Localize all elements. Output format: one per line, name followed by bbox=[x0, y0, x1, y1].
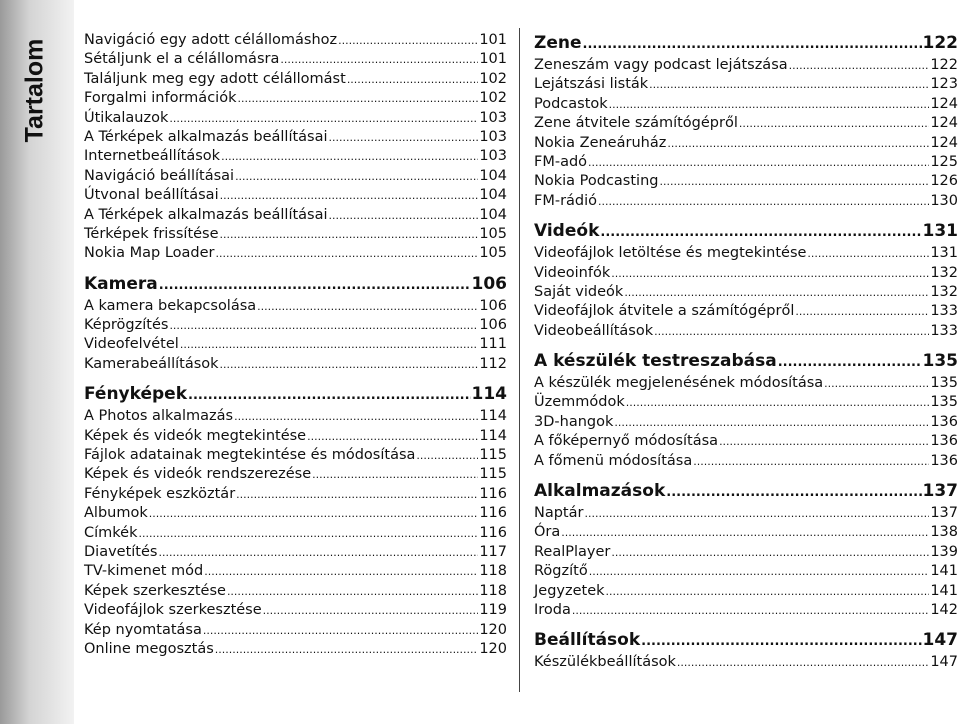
dot-leader bbox=[234, 407, 478, 426]
dot-leader bbox=[611, 543, 929, 562]
page-number: 135 bbox=[922, 351, 958, 372]
dot-leader bbox=[824, 374, 929, 393]
toc-entry bbox=[84, 355, 507, 374]
dot-leader bbox=[237, 89, 478, 108]
page-number: 131 bbox=[930, 245, 958, 262]
toc-section-heading bbox=[84, 382, 507, 406]
dot-leader bbox=[329, 128, 479, 147]
entry-title: A főmenü módosítása bbox=[534, 452, 693, 469]
toc-entry bbox=[84, 128, 507, 147]
entry-title: Online megosztás bbox=[84, 640, 214, 657]
toc-entry bbox=[84, 504, 507, 523]
entry-title: Videofájlok letöltése és megtekintése bbox=[534, 245, 807, 262]
entry-title: A Photos alkalmazás bbox=[84, 408, 234, 425]
toc-entry bbox=[534, 374, 958, 393]
page-number: 117 bbox=[479, 543, 507, 560]
section-title: Fényképek bbox=[84, 384, 188, 405]
entry-title: Óra bbox=[534, 524, 561, 541]
entry-title: Podcastok bbox=[534, 95, 608, 112]
dot-leader bbox=[654, 322, 929, 341]
page-number: 142 bbox=[930, 601, 958, 618]
dot-leader bbox=[216, 244, 479, 263]
entry-title: A főképernyő módosítása bbox=[534, 433, 719, 450]
entry-title: A készülék megjelenésének módosítása bbox=[534, 375, 824, 392]
entry-title: Naptár bbox=[534, 505, 584, 522]
dot-leader bbox=[611, 264, 929, 283]
toc-entry bbox=[84, 562, 507, 581]
toc-entry bbox=[84, 31, 507, 50]
entry-title: Videofájlok szerkesztése bbox=[84, 602, 262, 619]
toc-entry bbox=[534, 582, 958, 601]
entry-title: 3D-hangok bbox=[534, 413, 614, 430]
page-number: 114 bbox=[471, 384, 507, 405]
dot-leader bbox=[572, 601, 929, 620]
entry-title: Kép nyomtatása bbox=[84, 621, 202, 638]
page-number: 136 bbox=[930, 452, 958, 469]
toc-entry bbox=[84, 316, 507, 335]
entry-title: Fényképek eszköztár bbox=[84, 485, 236, 502]
toc-section-heading bbox=[534, 479, 958, 503]
page-number: 114 bbox=[479, 408, 507, 425]
dot-leader bbox=[693, 452, 929, 471]
page-number: 104 bbox=[479, 187, 507, 204]
dot-leader bbox=[659, 172, 929, 191]
page-number: 136 bbox=[930, 433, 958, 450]
page-number: 137 bbox=[922, 481, 958, 502]
entry-title: Zeneszám vagy podcast lejátszása bbox=[534, 57, 788, 73]
page-number: 101 bbox=[479, 51, 507, 68]
entry-title: Találjunk meg egy adott célállomást bbox=[84, 70, 346, 87]
page-number: 133 bbox=[930, 303, 958, 320]
toc-entry bbox=[84, 206, 507, 225]
dot-leader bbox=[795, 302, 929, 321]
entry-title: Útikalauzok bbox=[84, 109, 169, 126]
dot-leader bbox=[789, 56, 930, 75]
dot-leader bbox=[598, 192, 929, 211]
toc-section-heading bbox=[534, 628, 958, 652]
toc-entry bbox=[84, 147, 507, 166]
dot-leader bbox=[624, 283, 929, 302]
toc-entry bbox=[534, 562, 958, 581]
page-number: 122 bbox=[930, 57, 958, 73]
page-number: 101 bbox=[479, 32, 507, 48]
entry-title: Diavetítés bbox=[84, 543, 158, 560]
page-number: 141 bbox=[930, 582, 958, 599]
toc-entry bbox=[534, 264, 958, 283]
dot-leader bbox=[227, 582, 478, 601]
dot-leader bbox=[600, 221, 921, 245]
page-number: 132 bbox=[930, 283, 958, 300]
toc-entry bbox=[84, 543, 507, 562]
dot-leader bbox=[666, 481, 921, 505]
entry-title: Képek és videók rendszerezése bbox=[84, 466, 312, 483]
toc-entry bbox=[534, 56, 958, 75]
dot-leader bbox=[280, 50, 478, 69]
entry-title: A kamera bekapcsolása bbox=[84, 297, 257, 314]
toc-section-heading bbox=[534, 349, 958, 373]
dot-leader bbox=[609, 95, 930, 114]
toc-entry bbox=[534, 192, 958, 211]
entry-title: Videoinfók bbox=[534, 264, 611, 281]
toc-entry bbox=[534, 302, 958, 321]
dot-leader bbox=[149, 504, 479, 523]
page-number: 135 bbox=[930, 394, 958, 411]
entry-title: Címkék bbox=[84, 524, 138, 541]
toc-left-column bbox=[84, 31, 507, 659]
entry-title: Nokia Zeneáruház bbox=[534, 134, 667, 151]
toc-entry bbox=[534, 393, 958, 412]
dot-leader bbox=[236, 485, 478, 504]
page-number: 103 bbox=[479, 128, 507, 145]
dot-leader bbox=[778, 351, 922, 375]
page-number: 118 bbox=[479, 582, 507, 599]
page-number: 106 bbox=[479, 297, 507, 314]
page-number: 106 bbox=[479, 317, 507, 334]
page-number: 124 bbox=[930, 134, 958, 151]
dot-leader bbox=[584, 504, 929, 523]
entry-title: Útvonal beállításai bbox=[84, 187, 219, 204]
entry-title: Navigáció beállításai bbox=[84, 167, 235, 184]
entry-title: Kamerabeállítások bbox=[84, 355, 219, 372]
section-title: A készülék testreszabása bbox=[534, 351, 777, 372]
entry-title: Fájlok adatainak megtekintése és módosítása bbox=[84, 447, 416, 464]
page-number: 106 bbox=[471, 273, 507, 294]
page-number: 138 bbox=[930, 524, 958, 541]
entry-title: Készülékbeállítások bbox=[534, 654, 676, 671]
toc-entry bbox=[534, 653, 958, 672]
dot-leader bbox=[649, 75, 929, 94]
dot-leader bbox=[159, 274, 471, 298]
dot-leader bbox=[215, 640, 479, 659]
page-number: 147 bbox=[922, 630, 958, 651]
toc-entry bbox=[534, 95, 958, 114]
entry-title: Nokia Podcasting bbox=[534, 173, 659, 190]
side-title-text: Tartalom bbox=[20, 38, 49, 142]
toc-entry bbox=[84, 621, 507, 640]
dot-leader bbox=[583, 33, 922, 57]
dot-leader bbox=[220, 225, 479, 244]
page-number: 133 bbox=[930, 322, 958, 339]
dot-leader bbox=[807, 244, 929, 263]
toc-entry bbox=[534, 413, 958, 432]
entry-title: Videobeállítások bbox=[534, 322, 654, 339]
toc-entry bbox=[534, 134, 958, 153]
entry-title: Videofájlok átvitele a számítógépről bbox=[534, 303, 795, 320]
toc-entry bbox=[534, 322, 958, 341]
dot-leader bbox=[169, 109, 478, 128]
toc-entry bbox=[534, 172, 958, 191]
page-number: 111 bbox=[479, 336, 507, 353]
page-number: 105 bbox=[479, 245, 507, 262]
section-title: Kamera bbox=[84, 273, 158, 294]
toc-entry bbox=[84, 244, 507, 263]
page-number: 147 bbox=[930, 654, 958, 671]
dot-leader bbox=[589, 562, 930, 581]
toc-entry bbox=[84, 167, 507, 186]
dot-leader bbox=[561, 523, 929, 542]
section-title: Videók bbox=[534, 221, 600, 242]
toc-entry bbox=[534, 543, 958, 562]
entry-title: FM-adó bbox=[534, 153, 588, 170]
dot-leader bbox=[626, 393, 930, 412]
entry-title: Navigáció egy adott célállomáshoz bbox=[84, 32, 338, 48]
page-number: 118 bbox=[479, 563, 507, 580]
page-number: 116 bbox=[479, 524, 507, 541]
page-number: 114 bbox=[479, 427, 507, 444]
toc-entry bbox=[84, 186, 507, 205]
entry-title: A Térképek alkalmazás beállításai bbox=[84, 206, 328, 223]
entry-title: Nokia Map Loader bbox=[84, 245, 215, 262]
toc-entry bbox=[534, 504, 958, 523]
toc-entry bbox=[534, 75, 958, 94]
toc-entry bbox=[534, 523, 958, 542]
toc-entry bbox=[534, 283, 958, 302]
page-number: 125 bbox=[930, 153, 958, 170]
dot-leader bbox=[338, 31, 478, 50]
toc-entry bbox=[534, 601, 958, 620]
entry-title: Iroda bbox=[534, 601, 571, 618]
toc-entry bbox=[84, 50, 507, 69]
dot-leader bbox=[588, 153, 929, 172]
dot-leader bbox=[204, 562, 478, 581]
dot-leader bbox=[263, 601, 479, 620]
page-number: 124 bbox=[930, 95, 958, 112]
entry-title: Jegyzetek bbox=[534, 582, 605, 599]
dot-leader bbox=[220, 355, 479, 374]
dot-leader bbox=[614, 413, 929, 432]
page-number: 132 bbox=[930, 264, 958, 281]
page-number: 116 bbox=[479, 485, 507, 502]
toc-entry bbox=[534, 452, 958, 471]
dot-leader bbox=[677, 653, 929, 672]
page-number: 104 bbox=[479, 206, 507, 223]
dot-leader bbox=[329, 206, 479, 225]
dot-leader bbox=[739, 114, 929, 133]
page-number: 123 bbox=[930, 76, 958, 93]
page-number: 115 bbox=[479, 466, 507, 483]
page-number: 120 bbox=[479, 640, 507, 657]
toc-entry bbox=[84, 89, 507, 108]
section-title: Alkalmazások bbox=[534, 481, 666, 502]
toc-entry bbox=[534, 432, 958, 451]
dot-leader bbox=[158, 543, 478, 562]
page-number: 104 bbox=[479, 167, 507, 184]
toc-entry bbox=[84, 427, 507, 446]
entry-title: Saját videók bbox=[534, 283, 624, 300]
toc-section-heading bbox=[534, 31, 958, 55]
dot-leader bbox=[641, 630, 921, 654]
entry-title: Zene átvitele számítógépről bbox=[534, 115, 738, 132]
side-title bbox=[8, 30, 62, 150]
page-number: 102 bbox=[479, 70, 507, 87]
toc-entry bbox=[84, 70, 507, 89]
toc-entry bbox=[84, 524, 507, 543]
entry-title: Térképek frissítése bbox=[84, 225, 219, 242]
entry-title: Internetbeállítások bbox=[84, 148, 221, 165]
toc-entry bbox=[84, 225, 507, 244]
page-number: 126 bbox=[930, 173, 958, 190]
toc-entry bbox=[534, 114, 958, 133]
section-title: Zene bbox=[534, 33, 582, 53]
toc-entry bbox=[84, 485, 507, 504]
dot-leader bbox=[138, 524, 478, 543]
page-number: 130 bbox=[930, 192, 958, 209]
toc-entry bbox=[84, 297, 507, 316]
toc-entry bbox=[84, 335, 507, 354]
dot-leader bbox=[347, 70, 479, 89]
page-number: 103 bbox=[479, 148, 507, 165]
entry-title: Videofelvétel bbox=[84, 336, 179, 353]
entry-title: FM-rádió bbox=[534, 192, 598, 209]
side-tab bbox=[0, 0, 74, 724]
entry-title: Forgalmi információk bbox=[84, 90, 237, 107]
dot-leader bbox=[257, 297, 478, 316]
dot-leader bbox=[220, 186, 479, 205]
toc-section-heading bbox=[84, 272, 507, 296]
page-number: 119 bbox=[479, 602, 507, 619]
page-number: 105 bbox=[479, 225, 507, 242]
column-divider bbox=[519, 28, 520, 692]
page-number: 137 bbox=[930, 505, 958, 522]
entry-title: Lejátszási listák bbox=[534, 76, 649, 93]
entry-title: Üzemmódok bbox=[534, 394, 625, 411]
entry-title: Képrögzítés bbox=[84, 317, 169, 334]
entry-title: Képek és videók megtekintése bbox=[84, 427, 307, 444]
toc-right-column bbox=[534, 31, 958, 673]
section-title: Beállítások bbox=[534, 630, 641, 651]
page-number: 135 bbox=[930, 375, 958, 392]
dot-leader bbox=[235, 167, 478, 186]
entry-title: TV-kimenet mód bbox=[84, 563, 204, 580]
page-number: 136 bbox=[930, 413, 958, 430]
entry-title: Képek szerkesztése bbox=[84, 582, 226, 599]
page-number: 131 bbox=[922, 221, 958, 242]
page-number: 102 bbox=[479, 90, 507, 107]
toc-entry bbox=[534, 153, 958, 172]
page-number: 124 bbox=[930, 115, 958, 132]
entry-title: Sétáljunk el a célállomásra bbox=[84, 51, 280, 68]
dot-leader bbox=[606, 582, 930, 601]
dot-leader bbox=[188, 384, 470, 408]
dot-leader bbox=[180, 335, 478, 354]
entry-title: RealPlayer bbox=[534, 543, 611, 560]
dot-leader bbox=[307, 427, 478, 446]
dot-leader bbox=[667, 134, 929, 153]
dot-leader bbox=[416, 446, 478, 465]
toc-entry bbox=[84, 640, 507, 659]
entry-title: A Térképek alkalmazás beállításai bbox=[84, 128, 328, 145]
toc-entry bbox=[84, 465, 507, 484]
page-number: 103 bbox=[479, 109, 507, 126]
dot-leader bbox=[203, 621, 478, 640]
toc-entry bbox=[84, 407, 507, 426]
page-number: 112 bbox=[479, 355, 507, 372]
dot-leader bbox=[169, 316, 478, 335]
entry-title: Albumok bbox=[84, 505, 148, 522]
dot-leader bbox=[312, 465, 478, 484]
page-number: 115 bbox=[479, 447, 507, 464]
page-number: 122 bbox=[922, 33, 958, 53]
toc-entry bbox=[84, 582, 507, 601]
entry-title: Rögzítő bbox=[534, 563, 588, 580]
dot-leader bbox=[719, 432, 929, 451]
toc-entry bbox=[84, 601, 507, 620]
dot-leader bbox=[221, 147, 478, 166]
toc-entry bbox=[84, 109, 507, 128]
page-number: 120 bbox=[479, 621, 507, 638]
toc-section-heading bbox=[534, 219, 958, 243]
page-number: 141 bbox=[930, 563, 958, 580]
page-number: 139 bbox=[930, 543, 958, 560]
toc-entry bbox=[84, 446, 507, 465]
page-number: 116 bbox=[479, 505, 507, 522]
toc-entry bbox=[534, 244, 958, 263]
